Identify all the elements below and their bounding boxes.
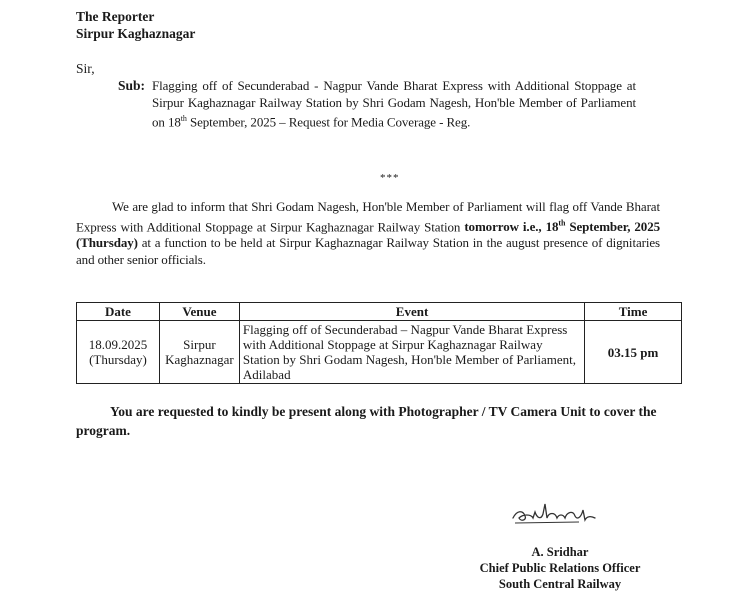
signature-mark	[505, 496, 605, 530]
venue-line-2: Kaghaznagar	[165, 352, 234, 367]
date-value: 18.09.2025	[88, 337, 148, 352]
signatory-designation: Chief Public Relations Officer	[479, 561, 641, 575]
header-event: Event	[239, 303, 584, 321]
body-bold-sup: th	[558, 218, 566, 228]
header-venue: Venue	[159, 303, 239, 321]
separator: ***	[380, 172, 400, 184]
body-text-2: at a function to be held at Sirpur Kaghaznagar Railway Station in the august presence of dignitaries and other senior officials.	[76, 235, 660, 267]
cell-event: Flagging off of Secunderabad – Nagpur Vande Bharat Express with Additional Stoppage at Sirpur Kaghaznagar Railway Station by Shri Godam Nagesh, Hon'ble Member of Parliament, Adilabad	[239, 321, 584, 384]
request-text: You are requested to kindly be present along with Photographer / TV Camera Unit to cover the program.	[76, 404, 657, 438]
recipient-title: The Reporter	[76, 9, 155, 24]
table-header-row	[77, 303, 682, 321]
subject-text	[152, 78, 636, 131]
subject-label: Sub:	[118, 78, 146, 93]
cell-time: 03.15 pm	[585, 321, 682, 384]
day-value: (Thursday)	[89, 352, 147, 367]
subject-part2: September, 2025 – Request for Media Coverage - Reg.	[186, 114, 471, 130]
cell-venue	[159, 321, 239, 384]
signatory-name: A. Sridhar	[531, 545, 589, 559]
subject-part1: Flagging off of Secunderabad - Nagpur Vande Bharat Express with Additional Stoppage at Sirpur Kaghaznagar Railway Station by Shri Godam Nagesh, Hon'ble Member of Parliament on 18	[152, 78, 636, 130]
recipient-location: Sirpur Kaghaznagar	[76, 26, 196, 41]
body-text-1: We are glad to inform that Shri Godam Nagesh, Hon'ble Member of Parliament will flag off Vande Bharat Express with Additional Stoppage at Sirpur Kaghaznagar Railway Station	[76, 199, 660, 234]
request-paragraph	[76, 402, 660, 440]
header-time: Time	[585, 303, 682, 321]
table-row	[77, 321, 682, 384]
signatory-organization: South Central Railway	[498, 577, 622, 591]
cell-date	[77, 321, 160, 384]
subject-ordinal: th	[180, 114, 187, 123]
body-bold-2: September, 2025 (Thursday)	[76, 218, 660, 251]
event-table	[76, 302, 682, 384]
signatory-block	[440, 544, 680, 592]
body-paragraph	[76, 199, 660, 268]
salutation: Sir,	[76, 61, 95, 76]
recipient-block	[76, 8, 195, 42]
header-date: Date	[77, 303, 160, 321]
venue-line-1: Sirpur	[183, 337, 216, 352]
body-bold-1: tomorrow i.e., 18	[464, 218, 559, 234]
